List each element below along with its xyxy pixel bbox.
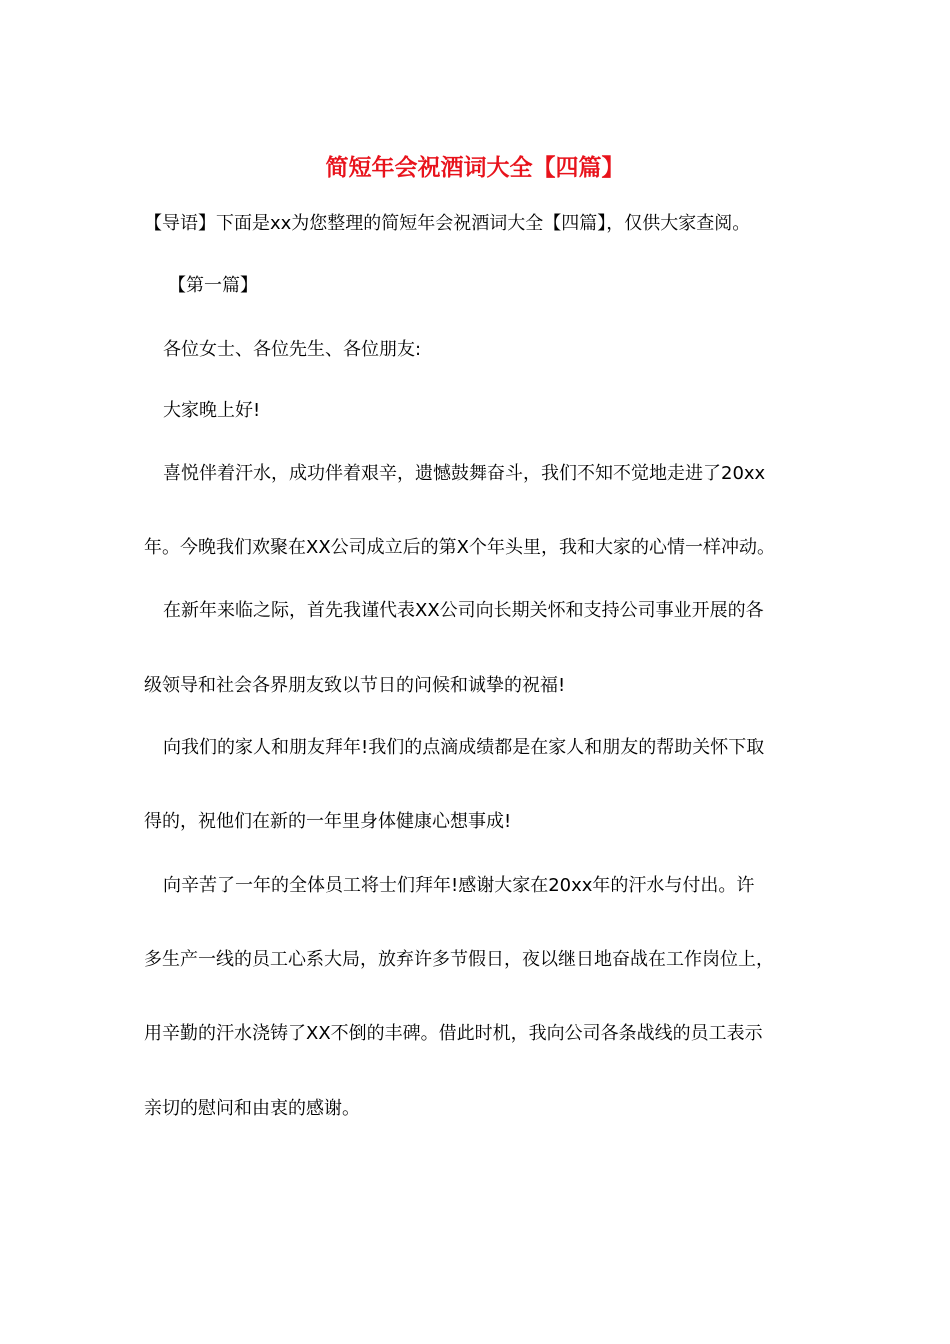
paragraph-line: 向我们的家人和朋友拜年!我们的点滴成绩都是在家人和朋友的帮助关怀下取 xyxy=(163,737,765,758)
paragraph-line: 年。今晚我们欢聚在XX公司成立后的第X个年头里，我和大家的心情一样冲动。 xyxy=(144,537,775,558)
paragraph-line: 向辛苦了一年的全体员工将士们拜年!感谢大家在20xx年的汗水与付出。许 xyxy=(163,875,755,896)
paragraph-line: 亲切的慰问和由衷的感谢。 xyxy=(144,1098,360,1119)
paragraph-line: 大家晚上好! xyxy=(163,400,261,421)
intro-paragraph: 【导语】下面是xx为您整理的简短年会祝酒词大全【四篇】，仅供大家查阅。 xyxy=(144,213,751,234)
paragraph-line: 多生产一线的员工心系大局，放弃许多节假日，夜以继日地奋战在工作岗位上， xyxy=(144,949,774,970)
paragraph-line: 用辛勤的汗水浇铸了XX不倒的丰碑。借此时机，我向公司各条战线的员工表示 xyxy=(144,1023,763,1044)
paragraph-line: 得的，祝他们在新的一年里身体健康心想事成! xyxy=(144,811,512,832)
section-heading: 【第一篇】 xyxy=(168,275,258,296)
paragraph-line: 各位女士、各位先生、各位朋友: xyxy=(163,339,422,360)
paragraph-line: 级领导和社会各界朋友致以节日的问候和诚挚的祝福! xyxy=(144,675,566,696)
paragraph-line: 喜悦伴着汗水，成功伴着艰辛，遗憾鼓舞奋斗，我们不知不觉地走进了20xx xyxy=(163,463,766,484)
document-title: 简短年会祝酒词大全【四篇】 xyxy=(325,155,625,181)
paragraph-line: 在新年来临之际，首先我谨代表XX公司向长期关怀和支持公司事业开展的各 xyxy=(163,600,764,621)
